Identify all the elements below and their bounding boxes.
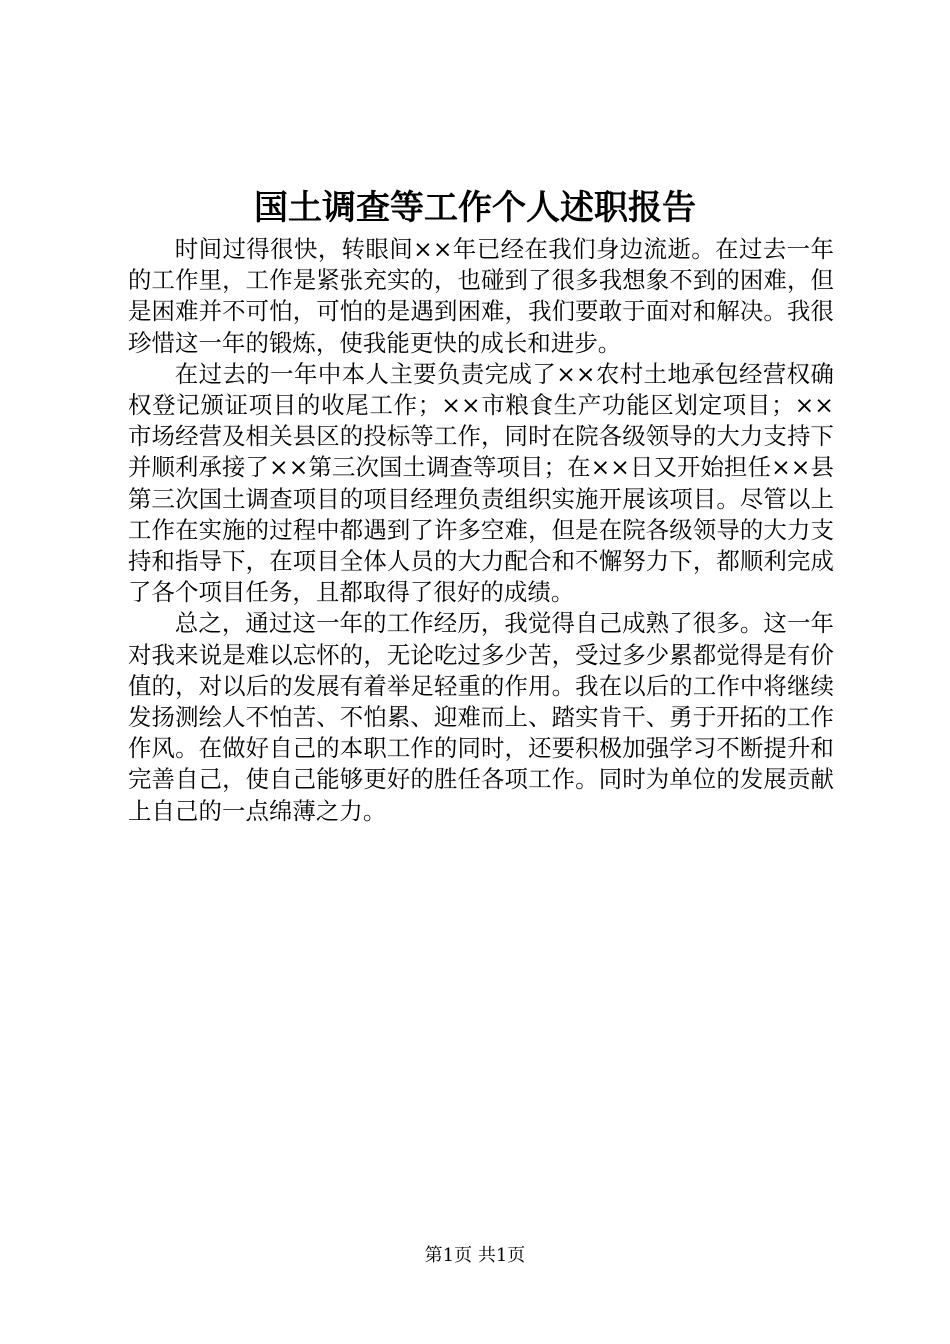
paragraph-2: 在过去的一年中本人主要负责完成了××农村土地承包经营权确权登记颁证项目的收尾工作；××市粮食生产功能区划定项目；××市场经营及相关县区的投标等工作，同时在院各级领导的大力支持下并顺利承接了××第三次国土调查等项目；在××日又开始担任××县第三次国土调查项目的项目经理负责组织实施开展该项目。尽管以上工作在实施的过程中都遇到了许多空难，但是在院各级领导的大力支持和指导下，在项目全体人员的大力配合和不懈努力下，都顺利完成了各个项目任务，且都取得了很好的成绩。 <box>128 359 834 607</box>
paragraph-3: 总之，通过这一年的工作经历，我觉得自己成熟了很多。这一年对我来说是难以忘怀的，无论吃过多少苦，受过多少累都觉得是有价值的，对以后的发展有着举足轻重的作用。我在以后的工作中将继续发扬测绘人不怕苦、不怕累、迎难而上、踏实肯干、勇于开拓的工作作风。在做好自己的本职工作的同时，还要积极加强学习不断提升和完善自己，使自己能够更好的胜任各项工作。同时为单位的发展贡献上自己的一点绵薄之力。 <box>128 609 834 825</box>
document-body <box>128 234 834 827</box>
page-footer: 第1页 共1页 <box>424 1245 526 1266</box>
paragraph-1: 时间过得很快，转眼间××年已经在我们身边流逝。在过去一年的工作里，工作是紧张充实的，也碰到了很多我想象不到的困难，但是困难并不可怕，可怕的是遇到困难，我们要敢于面对和解决。我很珍惜这一年的锻炼，使我能更快的成长和进步。 <box>128 235 834 357</box>
document-title: 国土调查等工作个人述职报告 <box>254 188 696 228</box>
